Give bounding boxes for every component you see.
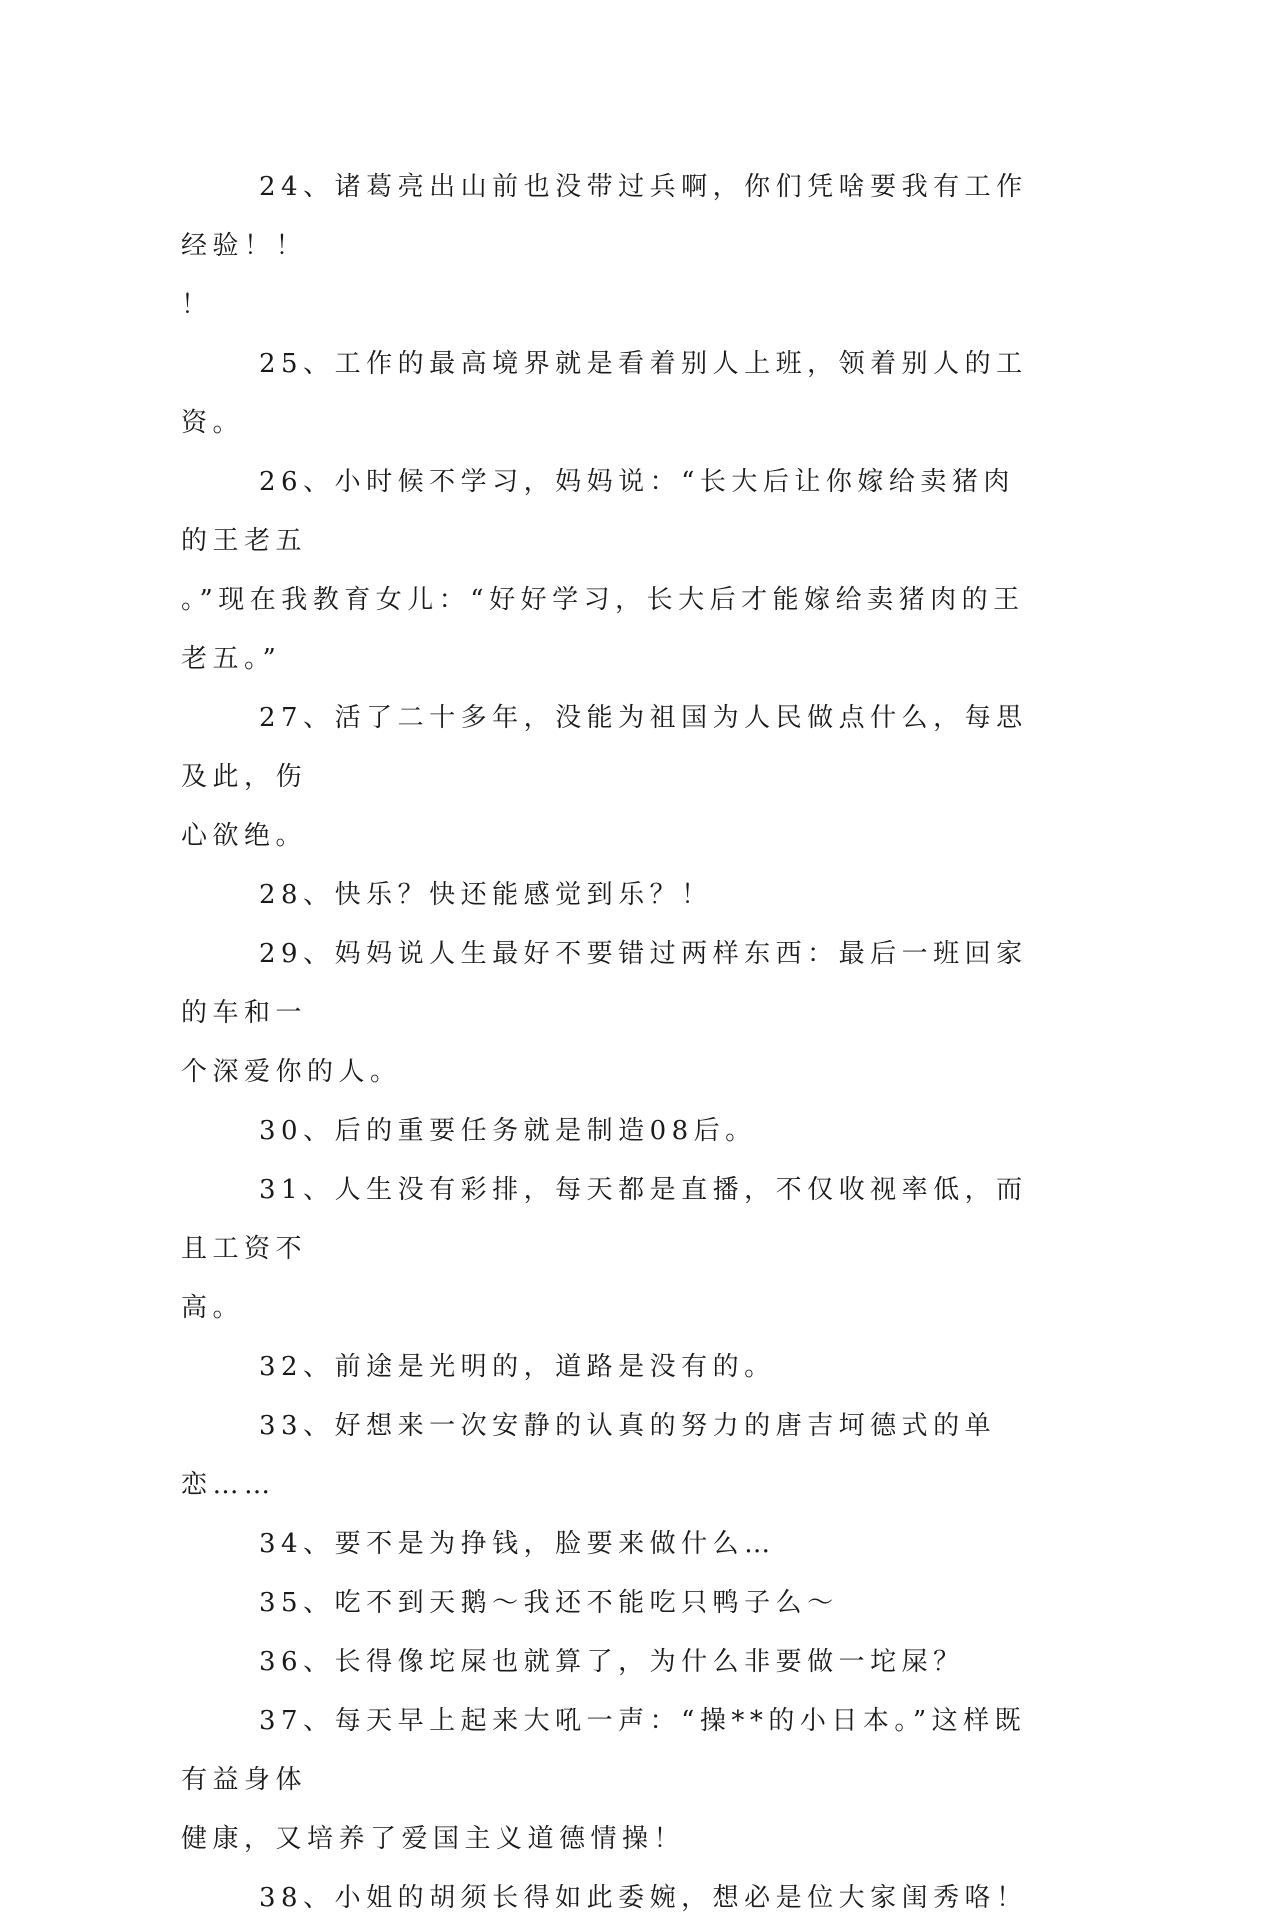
document-body (181, 158, 1037, 1928)
line: 高。 (181, 1293, 245, 1323)
line: 26、小时候不学习，妈妈说：“长大后让你嫁给卖猪肉的王老五 (181, 467, 1015, 556)
line: 36、长得像坨屎也就算了，为什么非要做一坨屎？ (259, 1647, 965, 1677)
line: 个深爱你的人。 (181, 1057, 402, 1087)
line: 38、小姐的胡须长得如此委婉，想必是位大家闺秀咯！ (259, 1883, 1028, 1913)
paragraph-33 (181, 1397, 1037, 1515)
line: 25、工作的最高境界就是看着别人上班，领着别人的工资。 (181, 349, 1028, 438)
paragraph-25 (181, 335, 1037, 453)
paragraph-34 (181, 1515, 1037, 1574)
paragraph-27 (181, 689, 1037, 866)
line: 37、每天早上起来大吼一声：“操**的小日本。”这样既有益身体 (181, 1706, 1027, 1795)
line: ！ (181, 290, 213, 320)
paragraph-24 (181, 158, 1037, 335)
paragraph-29 (181, 925, 1037, 1102)
line: 28、快乐？快还能感觉到乐？！ (259, 880, 713, 910)
line: 32、前途是光明的，道路是没有的。 (259, 1352, 776, 1382)
paragraph-28 (181, 866, 1037, 925)
line: 健康，又培养了爱国主义道德情操！ (181, 1824, 686, 1854)
line: 24、诸葛亮出山前也没带过兵啊，你们凭啥要我有工作经验！！ (181, 172, 1028, 261)
line: 33、好想来一次安静的认真的努力的唐吉坷德式的单恋…… (181, 1411, 997, 1500)
paragraph-26 (181, 453, 1037, 689)
paragraph-35 (181, 1574, 1037, 1633)
line: 。”现在我教育女儿：“好好学习，长大后才能嫁给卖猪肉的王老五。” (181, 585, 1025, 674)
line: 30、后的重要任务就是制造08后。 (259, 1116, 757, 1146)
paragraph-38 (181, 1869, 1037, 1928)
paragraph-30 (181, 1102, 1037, 1161)
line: 34、要不是为挣钱，脸要来做什么… (259, 1529, 776, 1559)
paragraph-36 (181, 1633, 1037, 1692)
paragraph-31 (181, 1161, 1037, 1338)
line: 心欲绝。 (181, 821, 308, 851)
line: 35、吃不到天鹅～我还不能吃只鸭子么～ (259, 1588, 839, 1618)
line: 27、活了二十多年，没能为祖国为人民做点什么，每思及此，伤 (181, 703, 1028, 792)
paragraph-37 (181, 1692, 1037, 1869)
line: 31、人生没有彩排，每天都是直播，不仅收视率低，而且工资不 (181, 1175, 1028, 1264)
paragraph-32 (181, 1338, 1037, 1397)
line: 29、妈妈说人生最好不要错过两样东西：最后一班回家的车和一 (181, 939, 1028, 1028)
